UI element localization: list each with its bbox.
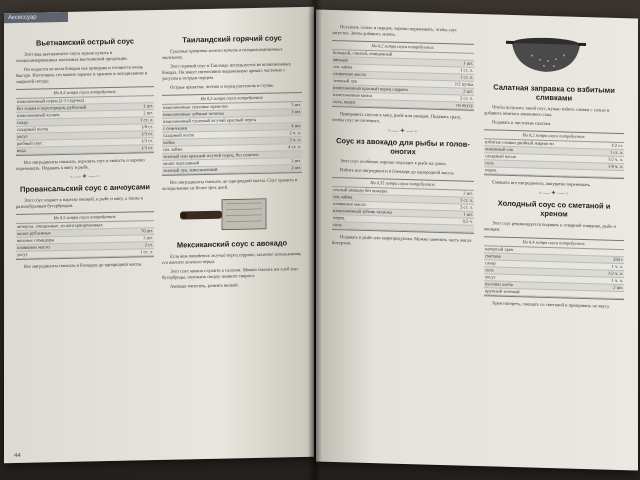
ingredients-head: На 0,2 литра соуса потребуется: xyxy=(162,93,302,105)
ingredient-name: соль xyxy=(485,267,494,273)
ingredient-qty: 1 ст. л. xyxy=(140,249,153,255)
ingredient-qty: 250 г xyxy=(613,256,623,263)
ingredient-rows xyxy=(484,139,624,178)
page-number: 44 xyxy=(14,452,21,460)
ingredient-row xyxy=(162,165,302,175)
grater-illustration xyxy=(162,192,302,237)
ingredient-name: лимонный сок xyxy=(485,146,514,153)
ingredient-qty: 1/3 ст. xyxy=(141,131,153,137)
ingredient-qty: 2 шт. xyxy=(143,110,153,116)
ingredient-name: зеленый или красный жгучий перец, без семечек xyxy=(163,151,259,159)
ingredient-name: оливковое масло xyxy=(333,200,366,207)
paragraph: Этот соус особенно хорошо подходит к рыбе на гриле. xyxy=(340,158,447,167)
ingredient-name: большой, спелый, очищенный xyxy=(333,49,393,57)
ingredient-name: оливковое масло xyxy=(17,244,50,250)
ingredient-qty: 1 шт. xyxy=(143,103,153,109)
ingredient-rows xyxy=(332,50,474,110)
ingredients-table xyxy=(332,177,474,234)
ingredient-qty: 1/3 ст. xyxy=(141,145,153,151)
italic-note: Если вам попадется жгучий перец серрано, можете использовать его вместо зеленого перца. xyxy=(162,251,302,265)
ingredient-qty: 1/3 ст. xyxy=(141,138,153,144)
paragraph: Этот горячий соус в Таиланде используется во всевозможных блюдах. Он имеет интенсивно выраженную аромат, частично с уксусом и острым перцем. xyxy=(162,61,291,81)
ingredient-name: измельченный красный перец серрано xyxy=(333,84,408,93)
ornament-divider: ◦︎—✦—◦︎ xyxy=(70,172,100,181)
ingredient-name: уксус xyxy=(17,251,28,257)
ingredient-qty: 1/2 ч. л. xyxy=(607,156,623,163)
paragraph: Взбить все ингредиенты в блендере до однородной массы. xyxy=(340,167,455,176)
ingredient-qty: 1/2 пучка xyxy=(454,81,473,87)
ingredients-table xyxy=(16,211,154,260)
paragraph: Все ингредиенты смешать до однородной массы. Соус хранить в холодильнике не более трех дней. xyxy=(162,177,297,191)
ingredient-name: с семечками xyxy=(163,125,188,131)
ingredient-name: измельченный чеснок xyxy=(17,112,60,118)
ingredient-name: перец xyxy=(485,167,497,173)
paragraph: Острые креветки, чеснок и перец растолочь в ступке. xyxy=(170,82,275,90)
ingredient-name: взбитые сливки двойной жирности xyxy=(485,139,554,147)
ingredient-qty: 1 ст. л. xyxy=(460,67,473,73)
ingredient-name: спелый авокадо без кожуры xyxy=(333,186,388,194)
right-column-1 xyxy=(332,24,474,253)
ingredient-name: измельченные зубчики чеснока xyxy=(163,110,224,117)
recipe-title: Вьетнамский острый соус xyxy=(36,36,134,48)
ingredient-name: сахарный песок xyxy=(485,153,517,160)
ingredients-head: На 0,2 литра соуса потребуется: xyxy=(16,87,154,99)
ingredient-qty: 4 ст. л. xyxy=(288,144,301,150)
ingredient-qty: 1 ч. л. xyxy=(611,277,623,284)
ingredient-name: зеленый лук, измельченный xyxy=(163,166,218,173)
ingredient-qty: 2 ч. л. xyxy=(289,130,301,136)
ingredient-name: анчоусы, очищенные, из консервированных xyxy=(17,222,103,229)
ingredient-name: перец xyxy=(333,214,345,221)
ingredient-qty: 0,5 ч. xyxy=(462,218,473,224)
ingredient-name: измельченный зубчик чеснока xyxy=(333,207,392,215)
ingredient-name: измельченный перец (2-3 стручка) xyxy=(17,97,85,104)
paragraph: Этот соус можно служить к салатам. Можно смазать им хлеб или бутерброды, положить сверху немного творога. xyxy=(162,266,298,280)
ingredient-qty: 5 шт. xyxy=(291,102,301,108)
ingredient-name: сок лайма xyxy=(163,146,183,152)
paragraph: Подавать к листовым салатам. xyxy=(492,119,552,127)
left-page xyxy=(4,7,314,463)
ingredient-qty: 2 шт. xyxy=(463,88,473,94)
paragraph: Чтобы получить такой соус, нужно взбить сливки с солью и добавить немного лимонного сока. xyxy=(484,104,610,118)
ingredient-name: сметана xyxy=(485,253,501,259)
ingredient-name: натертый хрен xyxy=(485,246,514,253)
ingredient-name: измельченная кинза xyxy=(333,91,372,99)
ingredient-name: лайма xyxy=(163,139,175,145)
ingredients-head: На 0,35 литра соуса потребуется: xyxy=(332,178,474,191)
ingredient-name: сливочное масло xyxy=(333,70,366,77)
ingredient-qty: 1/8 ст. xyxy=(141,124,153,130)
ingredient-row xyxy=(16,145,154,155)
ingredients-head: На 0,5 литра соуса потребуется: xyxy=(16,212,154,224)
ingredient-name: без семян и перегородок, рубленый xyxy=(17,104,87,111)
recipe-text xyxy=(16,49,154,85)
italic-note: Сушеные креветки можно купить в специализированных магазинах. xyxy=(162,46,283,60)
ingredient-qty: 2 ст. xyxy=(144,242,153,248)
ingredient-qty: 2 шт. xyxy=(291,158,301,164)
paragraph: Хрен натереть, смешать со сметаной и приправить по вкусу. xyxy=(492,300,611,309)
right-column-2 xyxy=(484,28,624,313)
paragraph: Все ингредиенты смешать в блендере до однородной массы. xyxy=(24,261,143,269)
paragraph: Он подается ко всем блюдам как приправа и готовится очень быстро. Изготовить его можно заранее и хранить в холодильнике в закрытой посуде. xyxy=(16,64,148,84)
paragraph: Этот соус рекомендуется подавать к отварной говядине, рыбе и овощам. xyxy=(484,220,616,232)
ingredient-qty: 2 ч. л. xyxy=(289,137,301,143)
ingredient-name: соль xyxy=(333,221,342,228)
ingredient-rows xyxy=(332,187,474,233)
ingredient-name: сахарный песок xyxy=(163,132,195,138)
ingredient-name: мелко порезанный xyxy=(163,160,200,166)
ingredient-name: зеленый лук xyxy=(333,77,358,84)
paragraph: Приправить соусом к мясу, рыбе или овощам. Подавать сразу, чтобы соус не потемнел. xyxy=(332,111,461,124)
ingredient-name: кусочки хлеба xyxy=(485,281,513,288)
colander-illustration xyxy=(484,28,624,82)
ingredient-qty: 3 ст. л. xyxy=(460,204,473,210)
ingredient-qty: 1/2 ч. л. xyxy=(607,270,623,277)
ingredient-name: уксус xyxy=(485,274,496,280)
ingredient-qty: 2 шт. xyxy=(613,284,623,291)
ingredients-head: На 0,4 литра соуса потребуется: xyxy=(484,237,624,250)
paragraph: Подавать к рыбе или морепродуктам. Можно заменить часть масла йогуртом. xyxy=(332,234,472,246)
ingredients-head: На 0,2 литра соуса потребуется: xyxy=(484,130,624,143)
ingredient-name: сок лайма xyxy=(333,193,353,200)
ingredients-head: На 0,2 литра соуса потребуется: xyxy=(332,41,474,54)
ingredient-name: уксус xyxy=(17,133,28,139)
recipe-title: Мексиканский соус с авокадо xyxy=(176,238,288,250)
ingredient-name: рыбный соус xyxy=(17,140,43,146)
right-page xyxy=(316,10,638,471)
recipe-title: Салатная заправка со взбитыми сливками xyxy=(493,82,615,103)
ingredient-name: крупный зеленый xyxy=(485,288,520,295)
ingredient-qty: 1 шт. xyxy=(463,60,473,66)
ingredients-table xyxy=(162,92,302,176)
ingredient-rows xyxy=(16,96,154,155)
ingredient-name: сок лайма xyxy=(333,63,353,70)
paragraph: Этот вид вьетнамского соуса нужно купить в специализированных магазинах вьетнамской продукции. xyxy=(16,49,128,63)
ingredient-qty: 2 шт. xyxy=(463,190,473,196)
paragraph: Этот соус подают к нарезке овощей, к рыбе и мясу, а также к разнообразным бутербродам. xyxy=(16,195,144,209)
ingredient-qty: 1 ст. л. xyxy=(610,149,623,156)
ingredient-name: вода xyxy=(17,147,26,153)
book-spine xyxy=(308,0,322,480)
section-label: Аксессуар xyxy=(4,12,68,23)
ingredient-rows xyxy=(162,102,302,175)
ingredient-qty: 1 ст. л. xyxy=(140,117,153,123)
ingredient-name: измельченные сушеные креветки xyxy=(163,103,228,110)
paragraph: Посыпать солью и перцем, хорошо перемешать, чтобы соус загустел. Затем добавить зелень. xyxy=(332,24,458,37)
ingredient-qty: 4 шт. xyxy=(291,123,301,129)
ornament-divider: ◦︎—✦—◦︎ xyxy=(539,188,569,198)
ingredient-qty: 2 ст. л. xyxy=(460,95,473,101)
ingredient-qty: 1 ч. л. xyxy=(611,263,623,270)
ingredient-qty: 1/4 ч. л. xyxy=(607,163,623,170)
ingredients-table xyxy=(332,40,474,111)
ingredient-name: авокадо xyxy=(333,56,349,63)
recipe-title: Провансальский соус с анчоусами xyxy=(19,182,151,194)
ingredient-name: вяленые помидоры xyxy=(17,237,55,243)
paragraph: Все ингредиенты смешать, перелить соус в емкость и хорошо перемешать. Подавать к мясу и рыбе. xyxy=(16,157,145,171)
recipe-title: Таиландский горячий соус xyxy=(182,33,282,45)
ingredient-name: соль, перец xyxy=(333,98,356,105)
ingredient-qty: по вкусу xyxy=(456,102,473,108)
ingredient-qty: 3 шт. xyxy=(291,109,301,115)
ingredient-row xyxy=(16,249,154,259)
ingredient-name: мелко рубленные xyxy=(17,230,51,236)
recipe-title: Холодный соус со сметаной и хреном xyxy=(497,198,611,219)
ingredient-qty: 3 ст. л. xyxy=(460,197,473,203)
ingredients-table xyxy=(484,129,624,179)
ingredient-name: измельченный сушеный жгучий красный перец xyxy=(163,116,256,124)
paragraph: Смешать все ингредиенты, аккуратно перемешать. xyxy=(492,179,592,188)
recipe-title: Соус из авокадо для рыбы и головоногих xyxy=(336,136,470,157)
left-column-2 xyxy=(162,29,302,293)
ingredient-qty: 1/2 ст. xyxy=(611,142,623,149)
ingredient-name: сахар xyxy=(17,119,28,125)
ornament-divider: ◦︎—✦—◦︎ xyxy=(388,126,418,136)
ingredients-table xyxy=(484,236,624,300)
ingredient-name: сахарный песок xyxy=(17,126,49,132)
ingredient-qty: 3 шт. xyxy=(143,235,153,241)
ingredient-rows xyxy=(16,221,154,259)
left-column-1 xyxy=(16,32,154,273)
ingredient-qty: 70 шт. xyxy=(140,228,153,234)
ingredient-name: сахар xyxy=(485,260,496,266)
ingredients-table xyxy=(16,86,154,156)
ingredient-rows xyxy=(484,246,624,299)
ingredient-qty: 2 шт. xyxy=(291,165,301,171)
ingredient-name: соль xyxy=(485,160,494,166)
ingredient-qty: 1 шт. xyxy=(463,211,473,217)
ingredient-qty: 1 ст. л. xyxy=(460,74,473,80)
paragraph: Авокадо очистить, размять вилкой. xyxy=(170,282,239,289)
